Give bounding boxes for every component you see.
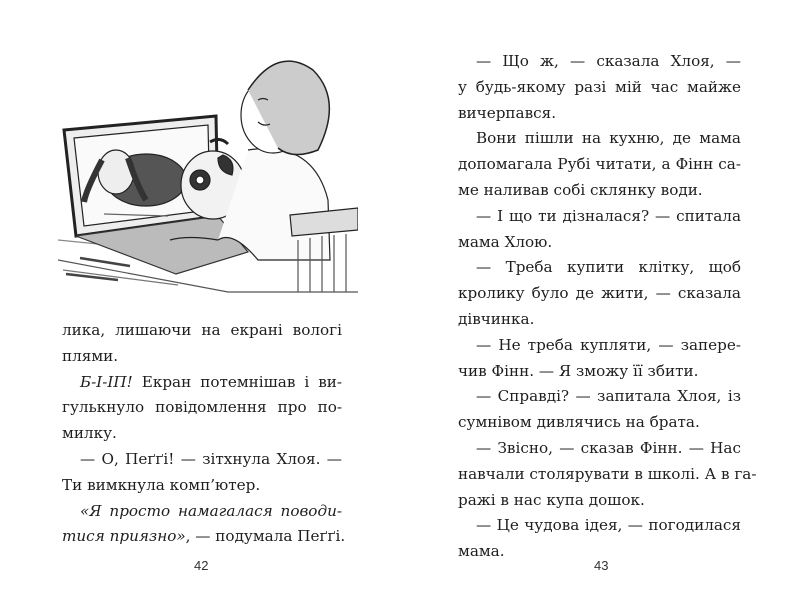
- text-line: дівчинка.: [458, 309, 535, 328]
- text-line: — Не треба купляти, — запере-: [476, 335, 741, 354]
- text-line: — О, Пеґґі! — зітхнула Хлоя. —: [80, 449, 342, 468]
- text-span: , — подумала Пеґґі.: [185, 527, 346, 546]
- text-line: ражі в нас купа дошок.: [458, 490, 645, 509]
- text-span: Екран потемнішав і ви-: [132, 372, 342, 391]
- text-line: — І що ти дізналася? — спитала: [476, 206, 741, 225]
- right-page: [400, 0, 800, 616]
- right-page-text: [458, 49, 757, 565]
- text-line: Вони пішли на кухню, де мама: [476, 129, 741, 148]
- text-line: [62, 524, 346, 550]
- text-line: чив Фінн. — Я зможу її збити.: [458, 361, 699, 380]
- illustration-drawing: [58, 30, 358, 300]
- page-number: 43: [594, 558, 609, 573]
- illustration-girl-laptop-rabbit-pug: [58, 30, 358, 300]
- text-line: вичерпався.: [458, 103, 557, 122]
- text-line: — Звісно, — сказав Фінн. — Нас: [476, 438, 741, 457]
- text-line: мама.: [458, 542, 505, 561]
- text-line: лика, лишаючи на екрані вологі: [62, 321, 342, 339]
- text-line: гулькнуло повідомлення про по-: [62, 398, 342, 417]
- text-line: ме наливав собі склянку води.: [458, 180, 703, 199]
- text-line: допомагала Рубі читати, а Фінн са-: [458, 155, 741, 174]
- text-line: навчали столярувати в школі. А в га-: [458, 464, 757, 483]
- text-line: у будь-якому разі мій час майже: [458, 77, 741, 96]
- text-line: кролику було де жити, — сказала: [458, 284, 741, 303]
- text-line: [62, 370, 342, 396]
- text-line: — Треба купити клітку, щоб: [476, 258, 741, 277]
- text-line: плями.: [62, 346, 119, 365]
- text-line: — Це чудова ідея, — погодилася: [476, 516, 741, 535]
- text-line: мама Хлою.: [458, 232, 553, 251]
- left-page-text: [62, 318, 346, 550]
- page-number: 42: [194, 558, 209, 573]
- italic-text: Б-І-ІП!: [80, 372, 133, 391]
- text-line: сумнівом дивлячись на брата.: [458, 413, 700, 432]
- text-line: — Справді? — запитала Хлоя, із: [476, 387, 741, 406]
- text-line: Ти вимкнула комп’ютер.: [62, 475, 261, 494]
- text-line: «Я просто намагалася поводи-: [80, 501, 342, 520]
- text-line: — Що ж, — сказала Хлоя, —: [476, 52, 741, 70]
- text-line: милку.: [62, 424, 117, 443]
- italic-text: тися приязно»: [62, 527, 186, 546]
